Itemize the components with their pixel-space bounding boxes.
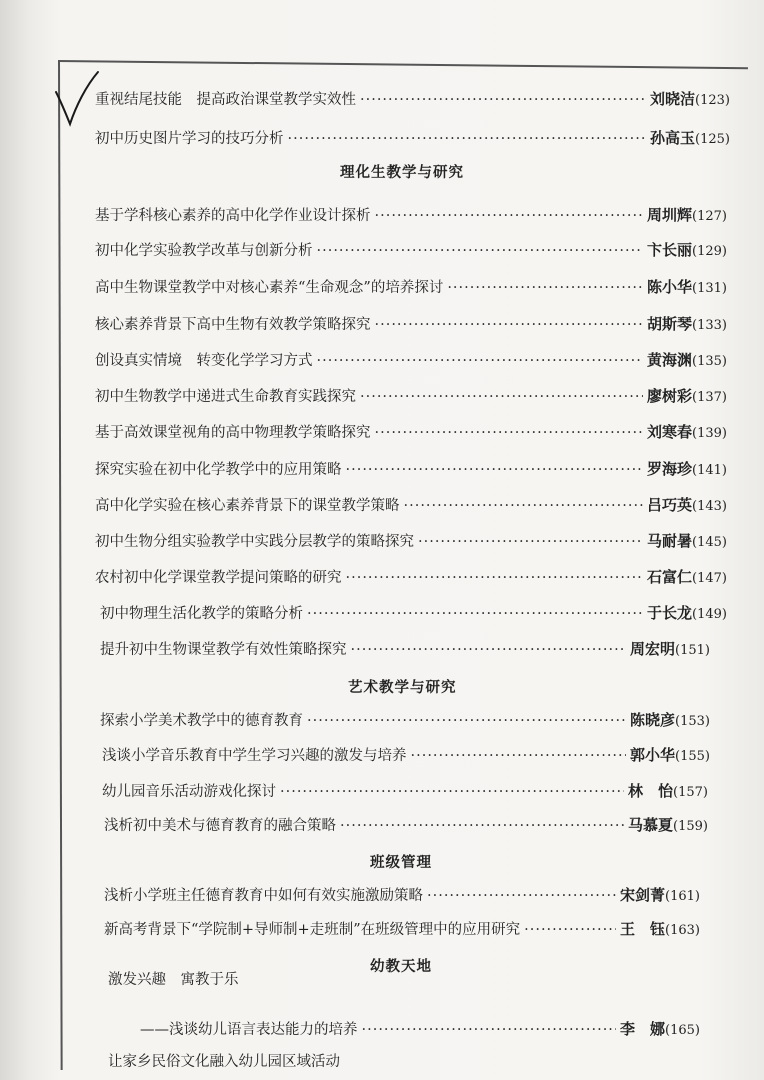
- entry-author: 李 娜: [620, 1020, 666, 1038]
- entry-page: (129): [692, 244, 727, 259]
- entry-author: 黄海渊: [647, 351, 693, 369]
- toc-entry: [95, 458, 727, 479]
- leader-dots: [317, 353, 644, 369]
- entry-title: 重视结尾技能 提高政治课堂教学实效性: [95, 92, 356, 108]
- entry-author: 林 怡: [628, 782, 674, 800]
- entry-title: 初中化学实验教学改革与创新分析: [95, 243, 313, 259]
- entry-author: 宋剑菁: [620, 886, 666, 904]
- leader-dots: [427, 888, 616, 904]
- leader-dots: [362, 1022, 617, 1038]
- section-heading: 艺术教学与研究: [348, 680, 457, 696]
- entry-title: 初中生物教学中递进式生命教育实践探究: [95, 389, 356, 405]
- entry-author: 郭小华: [630, 746, 676, 764]
- toc-entry: [95, 494, 727, 515]
- entry-author: 陈晓彦: [630, 711, 676, 729]
- entry-page: (123): [695, 93, 730, 108]
- entry-title: 浅析初中美术与德育教育的融合策略: [104, 818, 336, 834]
- leader-dots: [375, 317, 644, 333]
- toc-entry: [104, 814, 708, 835]
- entry-page: (159): [673, 819, 708, 834]
- leader-dots: [418, 534, 643, 550]
- entry-title: 新高考背景下“学院制+导师制+走班制”在班级管理中的应用研究: [104, 922, 521, 938]
- toc-entry: [95, 421, 727, 442]
- entry-title: 创设真实情境 转变化学学习方式: [95, 353, 313, 369]
- entry-page: (145): [692, 535, 727, 550]
- entry-author: 卞长丽: [647, 241, 693, 259]
- leader-dots: [288, 131, 647, 147]
- entry-title: 高中化学实验在核心素养背景下的课堂教学策略: [95, 498, 400, 514]
- entry-page: (161): [665, 889, 700, 904]
- toc-entry: [95, 566, 727, 587]
- entry-page: (127): [692, 209, 727, 224]
- entry-author: 刘晓洁: [650, 90, 696, 108]
- entry-author: 于长龙: [647, 604, 693, 622]
- toc-entry: [140, 1018, 700, 1039]
- entry-title: 浅析小学班主任德育教育中如何有效实施激励策略: [104, 888, 423, 904]
- entry-title: 探索小学美术教学中的德育教育: [100, 713, 303, 729]
- entry-page: (131): [692, 281, 727, 296]
- toc-entry: [95, 276, 727, 297]
- entry-title: 基于学科核心素养的高中化学作业设计探析: [95, 208, 371, 224]
- entry-title: 浅谈小学音乐教育中学生学习兴趣的激发与培养: [102, 748, 407, 764]
- leader-dots: [340, 818, 624, 834]
- leader-dots: [375, 208, 644, 224]
- entry-title: 基于高效课堂视角的高中物理教学策略探究: [95, 425, 371, 441]
- entry-page: (139): [692, 426, 727, 441]
- entry-title: 高中生物课堂教学中对核心素养“生命观念”的培养探讨: [95, 280, 444, 296]
- toc-entry: [100, 709, 710, 730]
- leader-dots: [447, 280, 643, 296]
- entry-title: 初中生物分组实验教学中实践分层教学的策略探究: [95, 534, 414, 550]
- entry-page: (163): [665, 923, 700, 938]
- entry-page: (135): [692, 354, 727, 369]
- leader-dots: [360, 92, 646, 108]
- entry-author: 廖树彩: [647, 387, 693, 405]
- toc-entry: [95, 530, 727, 551]
- leader-dots: [307, 606, 643, 622]
- entry-title: 激发兴趣 寓教于乐: [108, 972, 239, 988]
- entry-page: (133): [692, 318, 727, 333]
- entry-page: (153): [675, 714, 710, 729]
- entry-page: (147): [692, 571, 727, 586]
- entry-author: 胡斯琴: [647, 315, 693, 333]
- entry-author: 吕巧英: [647, 496, 693, 514]
- section-heading: 幼教天地: [370, 959, 432, 975]
- entry-page: (151): [675, 643, 710, 658]
- entry-page: (137): [692, 390, 727, 405]
- entry-author: 周宏明: [630, 640, 676, 658]
- entry-title: 核心素养背景下高中生物有效教学策略探究: [95, 317, 371, 333]
- leader-dots: [307, 713, 626, 729]
- leader-dots: [317, 243, 644, 259]
- entry-page: (149): [692, 607, 727, 622]
- entry-subtitle: ——浅谈幼儿语言表达能力的培养: [140, 1022, 358, 1038]
- entry-page: (155): [675, 749, 710, 764]
- leader-dots: [375, 425, 644, 441]
- entry-page: (165): [665, 1023, 700, 1038]
- entry-title: 让家乡民俗文化融入幼儿园区域活动: [108, 1054, 340, 1070]
- entry-author: 王 钰: [620, 920, 666, 938]
- toc-entry: [95, 385, 727, 406]
- entry-author: 罗海珍: [647, 460, 693, 478]
- leader-dots: [411, 748, 627, 764]
- toc-entry: [95, 127, 730, 148]
- leader-dots: [524, 922, 616, 938]
- entry-author: 孙高玉: [650, 129, 696, 147]
- entry-page: (143): [692, 499, 727, 514]
- leader-dots: [280, 784, 624, 800]
- entry-author: 刘寒春: [647, 423, 693, 441]
- entry-page: (141): [692, 463, 727, 478]
- toc-entry: [100, 602, 727, 623]
- entry-title: 农村初中化学课堂教学提问策略的研究: [95, 570, 342, 586]
- entry-author: 马慕夏: [628, 816, 674, 834]
- toc-entry: [102, 780, 708, 801]
- toc-entry: [102, 744, 710, 765]
- entry-page: (125): [695, 132, 730, 147]
- toc-entry: [95, 313, 727, 334]
- section-heading: 理化生教学与研究: [340, 165, 464, 181]
- leader-dots: [404, 498, 644, 514]
- toc-entry: [104, 918, 700, 939]
- toc-entry: [95, 349, 727, 370]
- toc-entry: [95, 204, 727, 225]
- entry-title: 初中物理生活化教学的策略分析: [100, 606, 303, 622]
- entry-title: 提升初中生物课堂教学有效性策略探究: [100, 642, 347, 658]
- toc-entry: [95, 88, 730, 109]
- leader-dots: [346, 570, 644, 586]
- toc-entry: [100, 638, 710, 659]
- entry-author: 石富仁: [647, 568, 693, 586]
- section-heading: 班级管理: [370, 855, 432, 871]
- entry-author: 陈小华: [647, 278, 693, 296]
- leader-dots: [346, 462, 644, 478]
- toc-entry: [95, 239, 727, 260]
- entry-title: 探究实验在初中化学教学中的应用策略: [95, 462, 342, 478]
- leader-dots: [351, 642, 627, 658]
- entry-title: 幼儿园音乐活动游戏化探讨: [102, 784, 276, 800]
- entry-title: 初中历史图片学习的技巧分析: [95, 131, 284, 147]
- entry-author: 周圳辉: [647, 206, 693, 224]
- toc-entry: [104, 884, 700, 905]
- entry-page: (157): [673, 785, 708, 800]
- entry-author: 马耐暑: [647, 532, 693, 550]
- leader-dots: [360, 389, 643, 405]
